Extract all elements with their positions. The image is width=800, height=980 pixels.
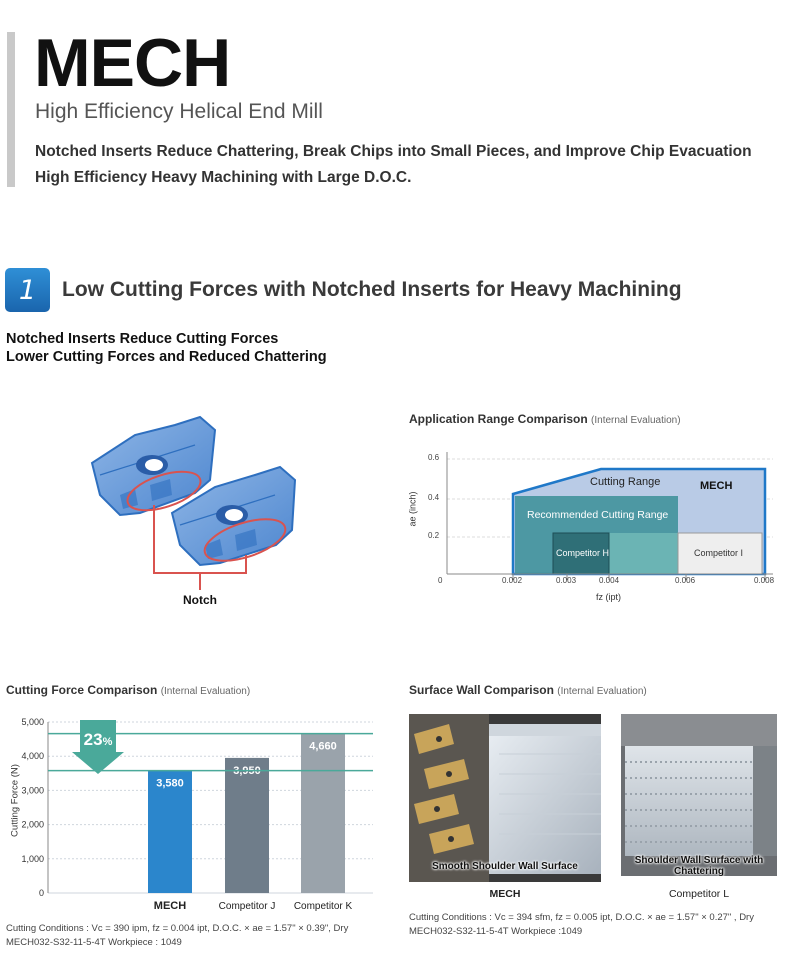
bar-value-label: 3,580: [156, 777, 184, 790]
competitor-l-surface-photo: [621, 714, 777, 876]
app-x-tick: 0.004: [599, 576, 620, 585]
region-label-cutting-range: Cutting Range: [590, 476, 661, 488]
mech-photo-caption: Smooth Shoulder Wall Surface: [432, 861, 578, 872]
app-y-tick: 0.6: [428, 453, 440, 462]
notch-label: Notch: [183, 593, 217, 607]
cutting-force-chart: [0, 705, 385, 915]
region-label-mech: MECH: [700, 480, 733, 492]
surface-wall-note: (Internal Evaluation): [557, 686, 647, 697]
bar-value-label: 3,950: [233, 764, 261, 777]
app-y-tick: 0.4: [428, 493, 440, 502]
y-tick-label: 0: [38, 888, 44, 898]
section-title: Low Cutting Forces with Notched Inserts for Heavy Machining: [62, 278, 682, 301]
region-label-competitor-i: Competitor I: [694, 548, 744, 558]
section-number-badge: 1: [5, 268, 50, 312]
bar-value-label: 4,660: [309, 740, 337, 753]
section-lead-line-1: Notched Inserts Reduce Cutting Forces: [6, 331, 279, 347]
category-label: Competitor K: [293, 901, 353, 912]
application-range-note: (Internal Evaluation): [591, 415, 681, 426]
app-y-tick: 0.2: [428, 531, 440, 540]
reduction-percent-label: 23%: [83, 730, 113, 749]
y-tick-label: 5,000: [21, 717, 44, 727]
surface-wall-conditions: Cutting Conditions : Vc = 394 sfm, fz = 0.005 ipt, D.O.C. × ae = 1.57" × 0.27" , Dry MECH032-S32-11-5-4T Workpiece :1049: [409, 912, 754, 937]
mill-tool-icon: [409, 714, 489, 882]
page-title: MECH: [34, 25, 231, 101]
cutting-force-ylabel: Cutting Force (N): [9, 764, 21, 837]
cutting-force-note: (Internal Evaluation): [160, 686, 251, 697]
application-range-title: Application Range Comparison (Internal Evaluation): [409, 412, 681, 426]
region-label-recommended: Recommended Cutting Range: [527, 509, 669, 521]
mech-surface-photo: [409, 714, 601, 882]
app-x-tick: 0: [438, 576, 443, 585]
mech-photo-label: MECH: [489, 888, 521, 900]
y-tick-label: 1,000: [21, 853, 44, 864]
category-label: Competitor J: [218, 901, 276, 912]
app-y-label: ae (inch): [407, 491, 418, 527]
competitor-l-photo-label: Competitor L: [668, 888, 730, 900]
header-lead-line-1: Notched Inserts Reduce Chattering, Break Chips into Small Pieces, and Improve Chip Evacuation: [35, 143, 752, 160]
app-x-tick: 0.008: [754, 576, 775, 585]
surface-wall-title: Surface Wall Comparison (Internal Evaluation): [409, 683, 647, 697]
region-label-competitor-h: Competitor H: [556, 548, 610, 558]
app-x-tick: 0.002: [502, 576, 523, 585]
cutting-force-conditions: Cutting Conditions : Vc = 390 ipm, fz = 0.004 ipt, D.O.C. × ae = 1.57" × 0.39", Dry MECH032-S32-11-5-4T Workpiece : 1049: [6, 923, 349, 948]
header-accent-bar: [7, 32, 15, 187]
y-tick-label: 2,000: [21, 819, 44, 830]
page-subtitle: High Efficiency Helical End Mill: [35, 100, 323, 123]
notched-insert-illustration: [80, 405, 320, 615]
y-tick-label: 3,000: [21, 785, 44, 796]
y-tick-label: 4,000: [21, 751, 44, 762]
competitor-l-photo-caption: Shoulder Wall Surface with Chattering: [634, 855, 764, 877]
app-x-tick: 0.003: [556, 576, 577, 585]
app-x-tick: 0.006: [675, 576, 696, 585]
app-x-label: fz (ipt): [596, 592, 622, 602]
section-lead-line-2: Lower Cutting Forces and Reduced Chattering: [6, 349, 327, 365]
bar-competitor-k: [301, 734, 345, 893]
cutting-force-title: Cutting Force Comparison (Internal Evaluation): [6, 683, 251, 697]
bar-competitor-j: [225, 758, 269, 893]
header-lead-line-2: High Efficiency Heavy Machining with Large D.O.C.: [35, 169, 412, 186]
category-label: MECH: [153, 900, 187, 912]
application-range-chart: [405, 440, 790, 610]
